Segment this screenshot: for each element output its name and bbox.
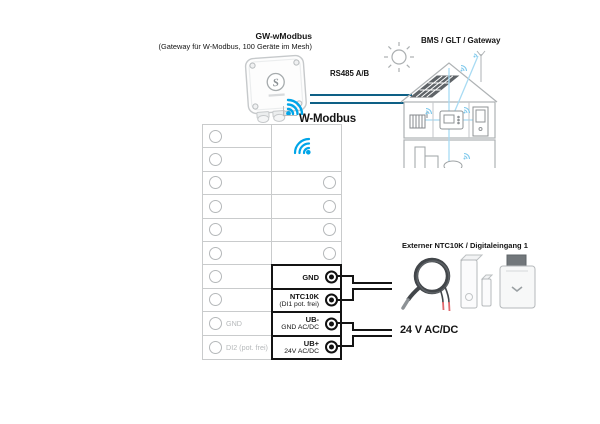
external-sensors-label: Externer NTC10K / Digitaleingang 1	[402, 241, 528, 250]
terminal-cell-gnd: GND	[271, 264, 342, 289]
terminal-circle	[209, 341, 222, 354]
terminal-point-gnd	[325, 271, 338, 284]
terminal-row-left	[203, 148, 272, 171]
thermostat-icon	[440, 111, 463, 129]
wmodbus-cell	[272, 125, 341, 172]
ntc-probe-icon	[403, 260, 450, 311]
connector-line	[283, 115, 297, 116]
terminal-row-left	[203, 265, 272, 288]
terminal-row-left	[203, 289, 272, 312]
terminal-row-left-gnd: GND	[203, 312, 272, 335]
device-subtitle: (Gateway für W-Modbus, 100 Geräte im Mesh)	[158, 41, 312, 51]
table-wireless-icon	[291, 135, 317, 161]
external-devices-illustration	[400, 250, 540, 316]
terminal-circle	[209, 130, 222, 143]
terminal-circle	[209, 223, 222, 236]
wire-ntc10k	[352, 288, 392, 290]
terminal-row-left	[203, 125, 272, 148]
terminal-block-table	[202, 124, 342, 360]
terminal-circle	[209, 270, 222, 283]
sun-icon	[384, 42, 414, 72]
terminal-circle	[209, 293, 222, 306]
device-title: GW-wModbus	[255, 31, 312, 41]
terminal-cell-ntc10k: NTC10K (DI1 pot. frei)	[271, 288, 342, 313]
terminal-circle	[323, 223, 336, 236]
terminal-cell-ub-plus: UB+ 24V AC/DC	[271, 335, 342, 360]
brand-logo-letter: S	[272, 76, 280, 90]
wmodbus-label: W-Modbus	[299, 113, 356, 125]
terminal-cell-ub-minus: UB- GND AC/DC	[271, 311, 342, 336]
terminal-row-left	[203, 219, 272, 242]
wire-gnd	[352, 282, 392, 284]
wire-ub-minus	[352, 329, 392, 331]
terminal-circle	[323, 176, 336, 189]
wire-ub-plus	[352, 335, 392, 337]
terminal-row-right	[272, 195, 341, 218]
terminal-row-right	[272, 242, 341, 265]
keycard-switch-icon	[500, 255, 535, 308]
terminal-circle	[323, 200, 336, 213]
terminal-row-left	[203, 172, 272, 195]
solar-panel-icon	[411, 76, 458, 97]
terminal-circle	[323, 247, 336, 260]
bms-label: BMS / GLT / Gateway	[421, 36, 501, 45]
terminal-circle	[209, 317, 222, 330]
terminal-row-right	[272, 219, 341, 242]
terminal-row-left-di2: DI2 (pot. frei)	[203, 336, 272, 359]
rs485-label: RS485 A/B	[330, 69, 370, 78]
terminal-circle	[209, 247, 222, 260]
terminal-row-left	[203, 242, 272, 265]
terminal-point-ub-plus	[325, 341, 338, 354]
terminal-circle	[209, 200, 222, 213]
terminal-circle	[209, 176, 222, 189]
terminal-row-left	[203, 195, 272, 218]
terminal-circle	[209, 153, 222, 166]
building-illustration	[365, 26, 505, 168]
power-label: 24 V AC/DC	[400, 324, 459, 336]
door-contact-icon	[461, 255, 492, 308]
terminal-row-right	[272, 172, 341, 195]
appliance-icon	[473, 107, 488, 136]
